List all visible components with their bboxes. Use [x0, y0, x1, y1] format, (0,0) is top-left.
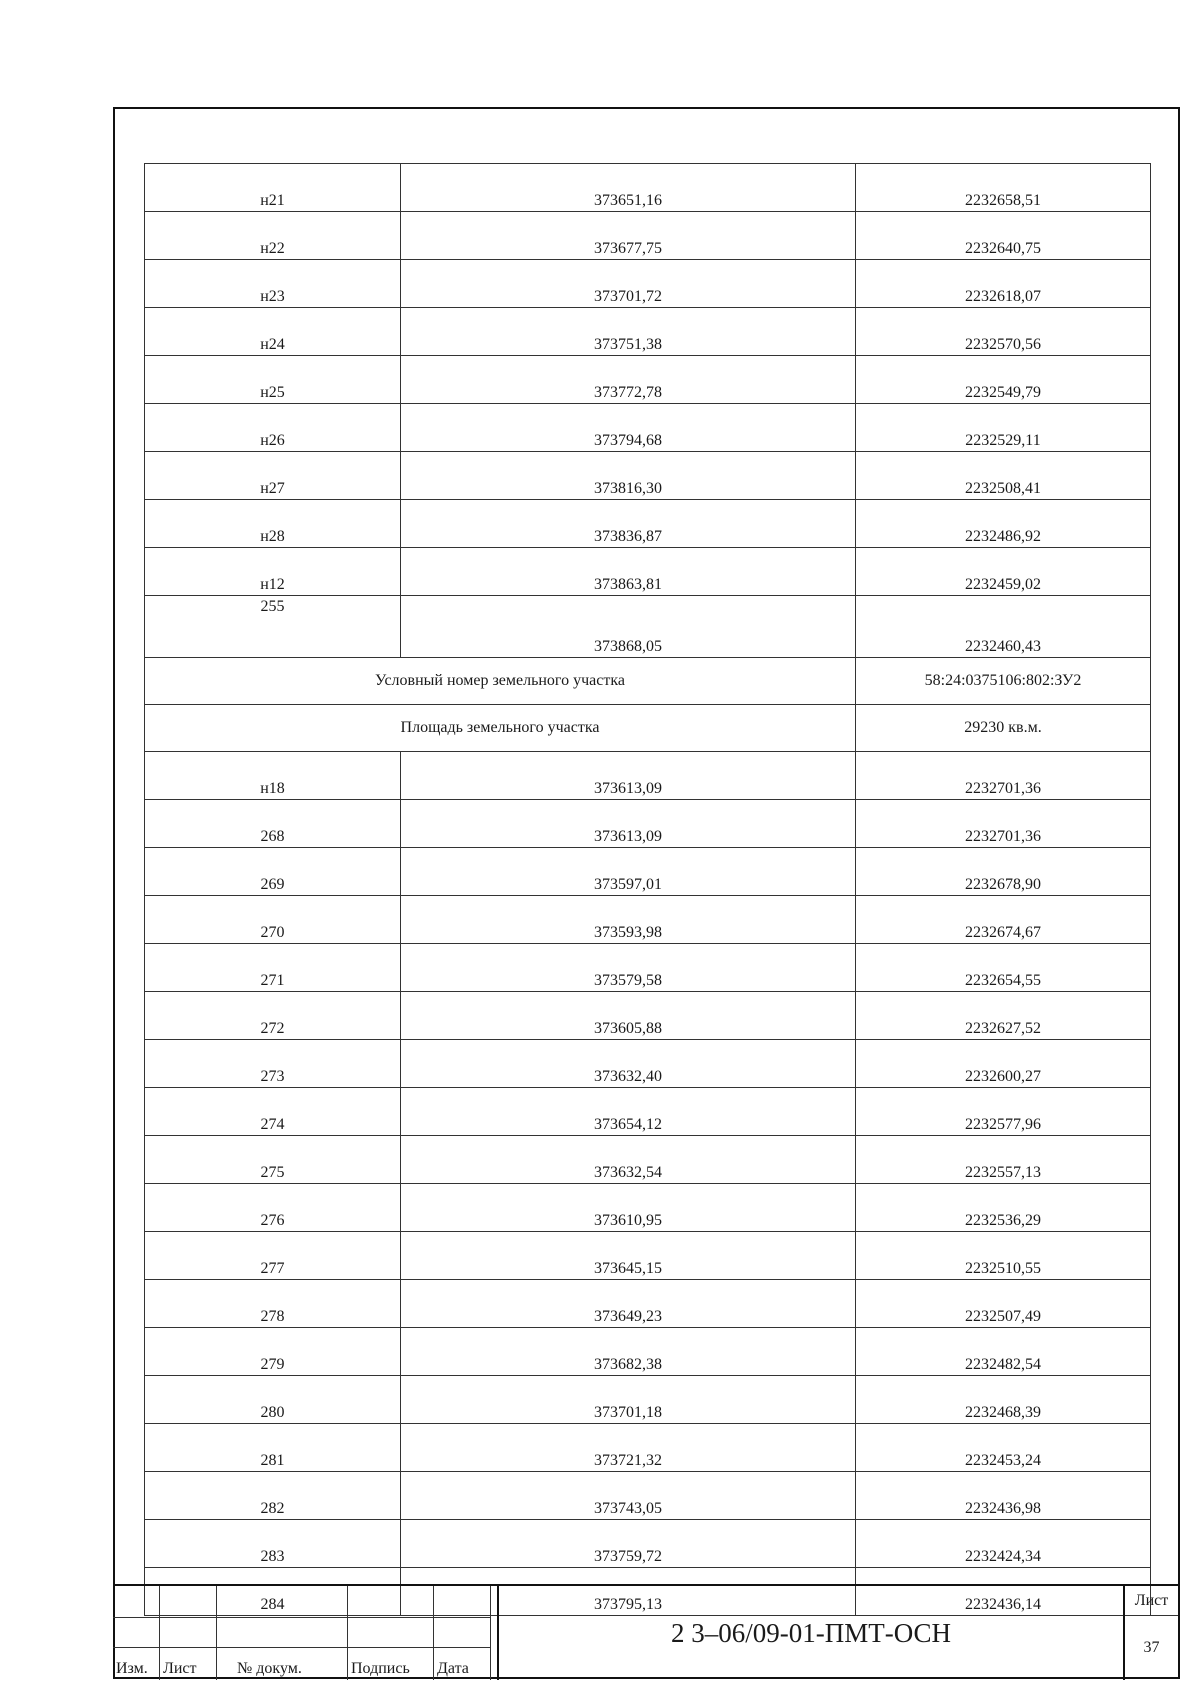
point-label: н12 [145, 548, 401, 596]
table-row [145, 1520, 1151, 1568]
point-label: н21 [145, 164, 401, 212]
stamp-cell [348, 1618, 434, 1648]
point-label: н24 [145, 308, 401, 356]
table-row [145, 848, 1151, 896]
y-value: 2232570,56 [856, 308, 1151, 356]
x-value: 373794,68 [401, 404, 856, 452]
point-label: 268 [145, 800, 401, 848]
point-label: 271 [145, 944, 401, 992]
stamp-cell [348, 1586, 434, 1618]
y-value: 2232701,36 [856, 752, 1151, 800]
table-row [145, 596, 1151, 658]
y-value: 2232640,75 [856, 212, 1151, 260]
x-value: 373751,38 [401, 308, 856, 356]
table-row [145, 500, 1151, 548]
y-value: 2232460,43 [965, 638, 1041, 655]
x-value: 373654,12 [401, 1088, 856, 1136]
stamp-cell [160, 1618, 217, 1648]
table-row [145, 356, 1151, 404]
point-label: 283 [145, 1520, 401, 1568]
sheet-label: Лист [1125, 1586, 1178, 1616]
y-value: 2232482,54 [856, 1328, 1151, 1376]
table-row [145, 752, 1151, 800]
y-value: 2232577,96 [856, 1088, 1151, 1136]
stamp-cell [434, 1618, 491, 1648]
parcel-number-value: 58:24:0375106:802:ЗУ2 [856, 658, 1151, 705]
y-value: 2232510,55 [856, 1232, 1151, 1280]
stamp-cell [434, 1586, 491, 1618]
table-row [145, 1088, 1151, 1136]
x-value: 373816,30 [401, 452, 856, 500]
point-label: 284 [145, 1568, 401, 1616]
x-value: 373677,75 [401, 212, 856, 260]
y-value: 2232701,36 [856, 800, 1151, 848]
table-row [145, 260, 1151, 308]
stamp-cell [217, 1586, 348, 1618]
stamp-cell [160, 1586, 217, 1618]
point-label: 281 [145, 1424, 401, 1472]
y-value: 2232618,07 [856, 260, 1151, 308]
x-value: 373721,32 [401, 1424, 856, 1472]
table-row [145, 164, 1151, 212]
stamp-label-doc: № докум. [237, 1660, 302, 1677]
point-label: 269 [145, 848, 401, 896]
point-label: н25 [145, 356, 401, 404]
stamp-label-list: Лист [163, 1660, 197, 1677]
y-value: 2232508,41 [856, 452, 1151, 500]
table-row [145, 452, 1151, 500]
point-cell [145, 596, 401, 658]
point-label: 272 [145, 992, 401, 1040]
parcel-area-row [145, 705, 1151, 752]
sheet-number: 37 [1143, 1639, 1160, 1656]
point-label: 279 [145, 1328, 401, 1376]
x-value: 373645,15 [401, 1232, 856, 1280]
x-value: 373795,13 [401, 1568, 856, 1616]
parcel-area-label: Площадь земельного участка [145, 705, 856, 752]
x-value: 373605,88 [401, 992, 856, 1040]
table-row [145, 1040, 1151, 1088]
table-row [145, 404, 1151, 452]
x-value: 373649,23 [401, 1280, 856, 1328]
x-value: 373593,98 [401, 896, 856, 944]
x-value: 373651,16 [401, 164, 856, 212]
stamp-cell [113, 1618, 160, 1648]
stamp-cell [348, 1648, 434, 1680]
stamp-cell [217, 1648, 348, 1680]
point-label: 282 [145, 1472, 401, 1520]
x-value: 373632,40 [401, 1040, 856, 1088]
y-value: 2232507,49 [856, 1280, 1151, 1328]
y-value: 2232658,51 [856, 164, 1151, 212]
x-value: 373610,95 [401, 1184, 856, 1232]
title-block [113, 1584, 1180, 1680]
document-number: 2 3–06/09-01-ПМТ-ОСН [497, 1586, 1125, 1680]
y-value: 2232486,92 [856, 500, 1151, 548]
stamp-label-izm: Изм. [116, 1660, 148, 1677]
x-cell [401, 596, 856, 658]
stamp-label-date: Дата [437, 1660, 469, 1677]
point-label: 273 [145, 1040, 401, 1088]
stamp-cell [160, 1648, 217, 1680]
table-row [145, 548, 1151, 596]
table-row [145, 896, 1151, 944]
point-label: 274 [145, 1088, 401, 1136]
table-row [145, 800, 1151, 848]
x-value: 373701,72 [401, 260, 856, 308]
point-label: 276 [145, 1184, 401, 1232]
table-row [145, 1328, 1151, 1376]
point-label: 255 [260, 598, 285, 615]
point-label: н26 [145, 404, 401, 452]
x-value: 373836,87 [401, 500, 856, 548]
table-row [145, 1184, 1151, 1232]
stamp-label-signature: Подпись [351, 1660, 410, 1677]
parcel-area-value: 29230 кв.м. [856, 705, 1151, 752]
table-row [145, 944, 1151, 992]
table-row [145, 1280, 1151, 1328]
point-label: н18 [145, 752, 401, 800]
y-value: 2232654,55 [856, 944, 1151, 992]
parcel-number-row [145, 658, 1151, 705]
y-cell [856, 596, 1151, 658]
y-value: 2232678,90 [856, 848, 1151, 896]
table-row [145, 1472, 1151, 1520]
table-row [145, 308, 1151, 356]
y-value: 2232436,98 [856, 1472, 1151, 1520]
x-value: 373863,81 [401, 548, 856, 596]
y-value: 2232436,14 [856, 1568, 1151, 1616]
table-row [145, 1376, 1151, 1424]
x-value: 373597,01 [401, 848, 856, 896]
point-label: 270 [145, 896, 401, 944]
point-label: 280 [145, 1376, 401, 1424]
point-label: н27 [145, 452, 401, 500]
x-value: 373632,54 [401, 1136, 856, 1184]
point-label: 277 [145, 1232, 401, 1280]
stamp-cell [434, 1648, 491, 1680]
y-value: 2232557,13 [856, 1136, 1151, 1184]
parcel-number-label: Условный номер земельного участка [145, 658, 856, 705]
x-value: 373579,58 [401, 944, 856, 992]
stamp-cell [113, 1586, 160, 1618]
y-value: 2232468,39 [856, 1376, 1151, 1424]
point-label: н23 [145, 260, 401, 308]
point-label: 275 [145, 1136, 401, 1184]
point-label: н22 [145, 212, 401, 260]
y-value: 2232453,24 [856, 1424, 1151, 1472]
y-value: 2232459,02 [856, 548, 1151, 596]
table-row [145, 212, 1151, 260]
y-value: 2232627,52 [856, 992, 1151, 1040]
y-value: 2232674,67 [856, 896, 1151, 944]
x-value: 373701,18 [401, 1376, 856, 1424]
x-value: 373772,78 [401, 356, 856, 404]
x-value: 373759,72 [401, 1520, 856, 1568]
y-value: 2232424,34 [856, 1520, 1151, 1568]
point-label: н28 [145, 500, 401, 548]
x-value: 373868,05 [594, 638, 662, 655]
table-row [145, 992, 1151, 1040]
stamp-cell [113, 1648, 160, 1680]
y-value: 2232549,79 [856, 356, 1151, 404]
x-value: 373743,05 [401, 1472, 856, 1520]
coordinates-table [144, 163, 1151, 1616]
y-value: 2232600,27 [856, 1040, 1151, 1088]
x-value: 373613,09 [401, 800, 856, 848]
x-value: 373613,09 [401, 752, 856, 800]
point-label: 278 [145, 1280, 401, 1328]
y-value: 2232529,11 [856, 404, 1151, 452]
table-row [145, 1424, 1151, 1472]
x-value: 373682,38 [401, 1328, 856, 1376]
y-value: 2232536,29 [856, 1184, 1151, 1232]
table-row [145, 1136, 1151, 1184]
stamp-cell [217, 1618, 348, 1648]
table-row [145, 1232, 1151, 1280]
